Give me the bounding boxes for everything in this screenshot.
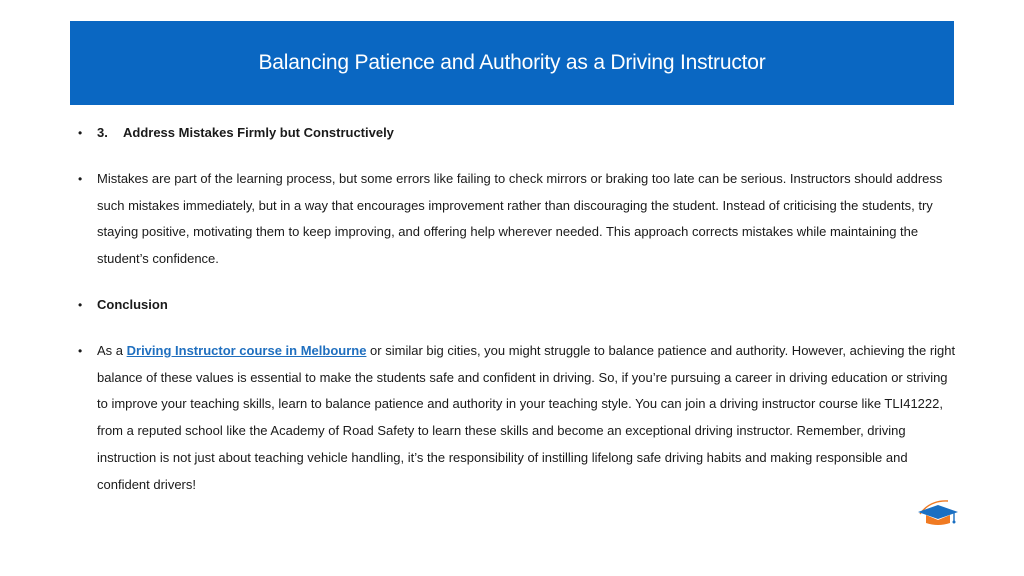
bullet-marker: • bbox=[78, 171, 83, 186]
tassel-end bbox=[953, 521, 956, 524]
bullet-item-mistakes-heading bbox=[78, 120, 958, 147]
conclusion-heading: Conclusion bbox=[97, 296, 168, 312]
title-banner bbox=[70, 21, 954, 105]
bullet-marker: • bbox=[78, 297, 83, 312]
bullet-item-mistakes-body bbox=[78, 166, 958, 273]
paragraph-text: Mistakes are part of the learning process, but some errors like failing to check mirrors or braking too late can be serious. Instructors should address such mistakes immediately, but in a way that encourages improvement rather than discouraging the student. Instead of criticising the students, try staying positive, motivating them to keep improving, and offering help wherever needed. This approach corrects mistakes while maintaining the student’s confidence. bbox=[97, 170, 943, 267]
section-heading: Address Mistakes Firmly but Constructively bbox=[123, 125, 394, 140]
bullet-item-conclusion-heading bbox=[78, 292, 958, 319]
paragraph-prefix: As a bbox=[97, 342, 127, 358]
paragraph-text: or similar big cities, you might struggle to balance patience and authority. However, achieving the right balance of these values is essential to make the students safe and confident in driving. So, if you’re pursuing a career in driving education or striving to improve your teaching skills, learn to balance patience and authority in your teaching style. You can join a driving instructor course like TLI41222, from a reputed school like the Academy of Road Safety to learn these skills and become an exceptional driving instructor. Remember, driving instruction is not just about teaching vehicle handling, it’s the responsibility of instilling lifelong safe driving habits and making responsible and confident drivers! bbox=[97, 342, 956, 492]
slide-title: Balancing Patience and Authority as a Driving Instructor bbox=[258, 51, 766, 74]
cap-board bbox=[918, 505, 958, 519]
driving-instructor-course-link[interactable]: Driving Instructor course in Melbourne bbox=[126, 342, 367, 358]
bullet-marker: • bbox=[78, 343, 83, 358]
bullet-item-conclusion-body bbox=[78, 338, 958, 499]
graduation-cap-logo-icon bbox=[914, 494, 962, 528]
bullet-marker: • bbox=[78, 126, 83, 140]
slide-content bbox=[78, 120, 958, 499]
section-number: 3. bbox=[97, 125, 108, 140]
